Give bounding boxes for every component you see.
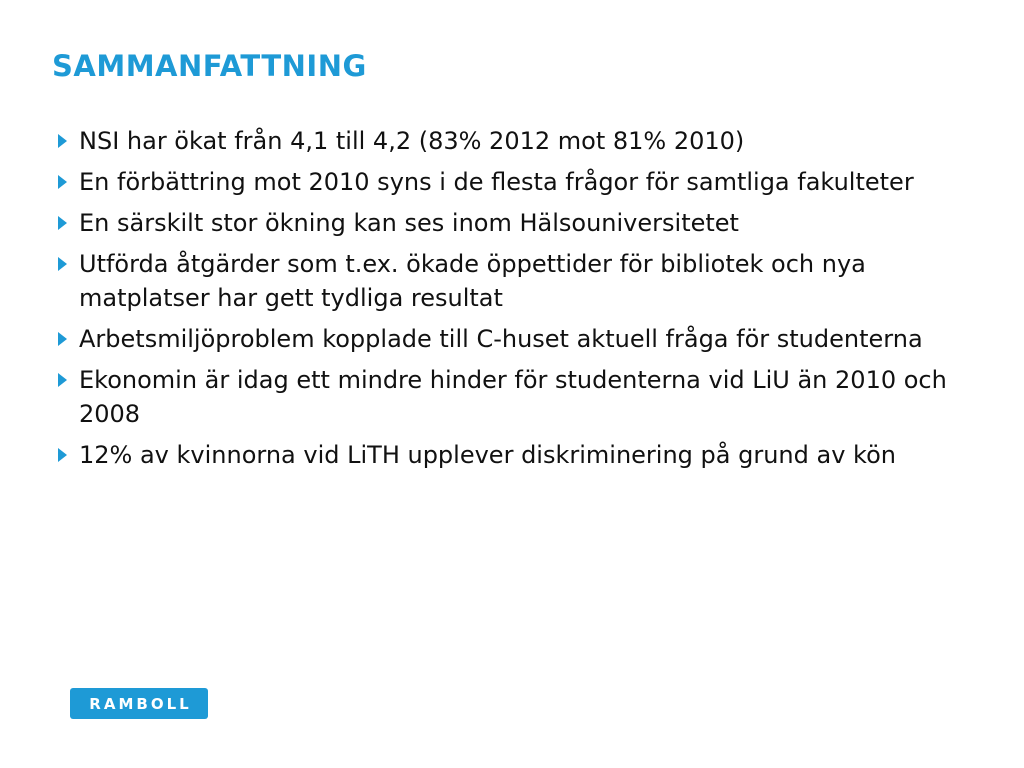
logo-text: RAMBOLL	[89, 694, 192, 713]
ramboll-logo	[70, 688, 208, 719]
bullet-text: En särskilt stor ökning kan ses inom Hälsouniversitetet	[79, 209, 739, 237]
bullet-text: Arbetsmiljöproblem kopplade till C-huset aktuell fråga för studenterna	[79, 325, 923, 353]
bullet-item	[58, 124, 988, 158]
bullet-text: NSI har ökat från 4,1 till 4,2 (83% 2012 mot 81% 2010)	[79, 127, 745, 155]
bullet-text: En förbättring mot 2010 syns i de flesta frågor för samtliga fakulteter	[79, 168, 914, 196]
bullet-text: Ekonomin är idag ett mindre hinder för studenterna vid LiU än 2010 och 2008	[79, 366, 947, 428]
triangle-right-icon	[58, 216, 67, 230]
bullet-item	[58, 206, 988, 240]
bullet-text: 12% av kvinnorna vid LiTH upplever diskriminering på grund av kön	[79, 441, 896, 469]
triangle-right-icon	[58, 175, 67, 189]
bullet-item	[58, 165, 988, 199]
bullet-text: Utförda åtgärder som t.ex. ökade öppettider för bibliotek och nya matplatser har gett tydliga resultat	[79, 250, 866, 312]
bullet-item	[58, 322, 988, 356]
bullet-item	[58, 438, 988, 472]
slide-title: SAMMANFATTNING	[52, 49, 367, 83]
bullet-item	[58, 363, 988, 431]
triangle-right-icon	[58, 448, 67, 462]
triangle-right-icon	[58, 373, 67, 387]
bullet-list	[58, 124, 988, 479]
bullet-item	[58, 247, 988, 315]
triangle-right-icon	[58, 257, 67, 271]
triangle-right-icon	[58, 134, 67, 148]
triangle-right-icon	[58, 332, 67, 346]
